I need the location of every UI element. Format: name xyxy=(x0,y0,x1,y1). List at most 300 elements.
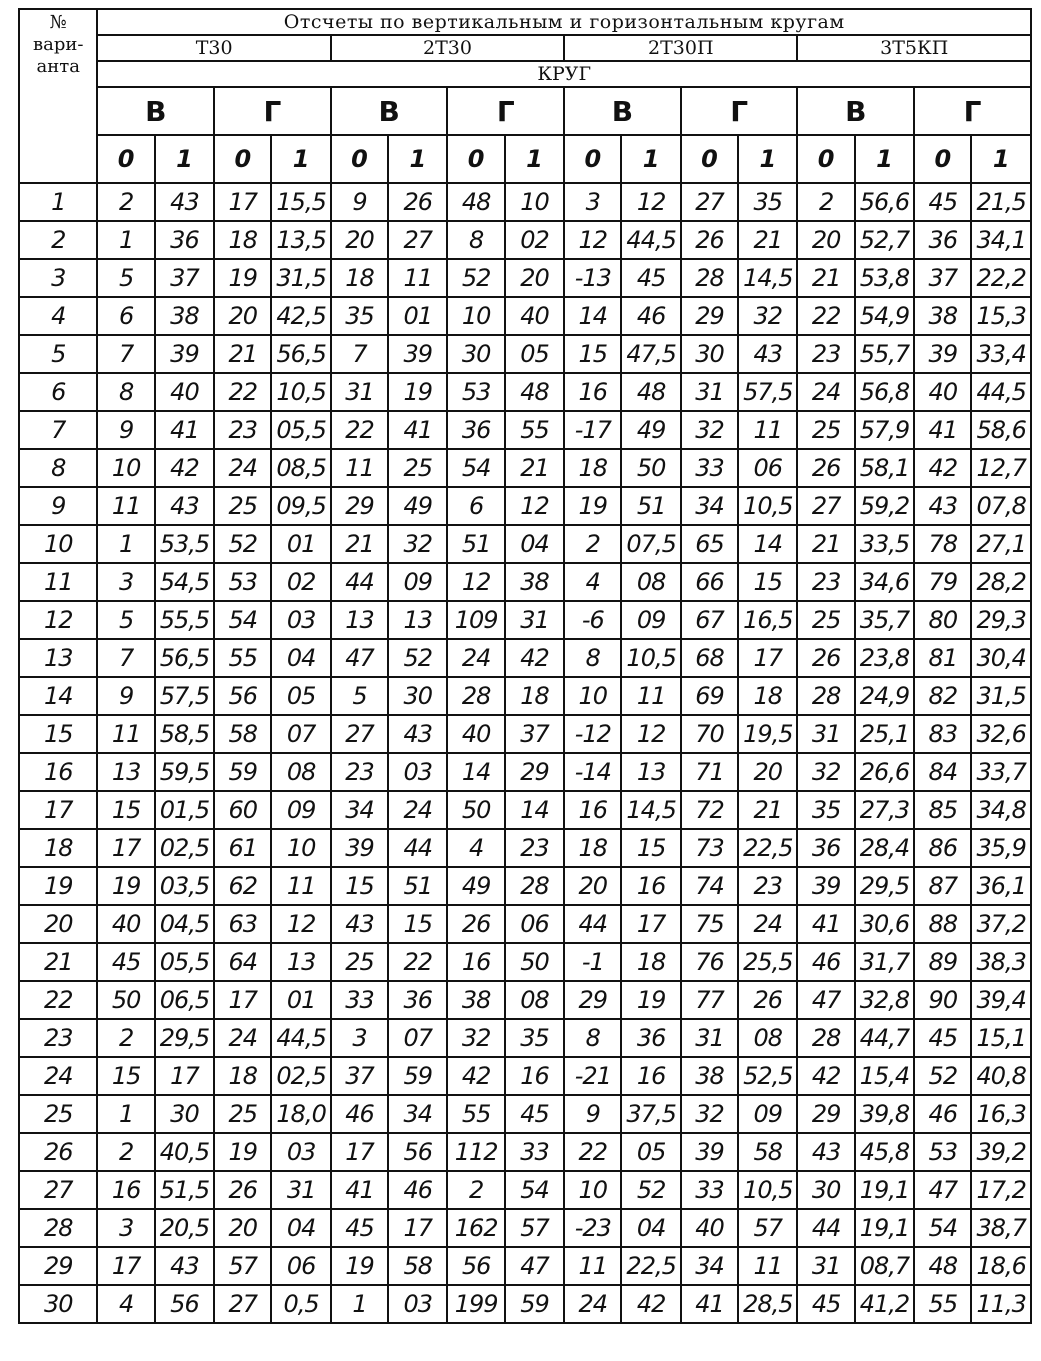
reading-cell: 24 xyxy=(564,1285,621,1323)
reading-cell: 14 xyxy=(447,753,504,791)
reading-cell: 26 xyxy=(447,905,504,943)
reading-cell: 04 xyxy=(621,1209,680,1247)
reading-cell: 55,5 xyxy=(155,601,214,639)
reading-cell: 32,6 xyxy=(971,715,1031,753)
reading-cell: 68 xyxy=(681,639,738,677)
reading-cell: 19,1 xyxy=(855,1171,914,1209)
reading-cell: 34 xyxy=(681,1247,738,1285)
subcolumn-header-15: 0 xyxy=(914,135,971,183)
reading-cell: 30 xyxy=(155,1095,214,1133)
reading-cell: 27,3 xyxy=(855,791,914,829)
reading-cell: 45 xyxy=(914,183,971,221)
reading-cell: 32 xyxy=(447,1019,504,1057)
reading-cell: 38 xyxy=(155,297,214,335)
reading-cell: 06 xyxy=(271,1247,330,1285)
reading-cell: 2 xyxy=(564,525,621,563)
reading-cell: 47,5 xyxy=(621,335,680,373)
reading-cell: 18 xyxy=(331,259,388,297)
reading-cell: 28 xyxy=(447,677,504,715)
reading-cell: 32 xyxy=(738,297,797,335)
reading-cell: 41 xyxy=(155,411,214,449)
subcolumn-header-12: 1 xyxy=(738,135,797,183)
reading-cell: 30 xyxy=(681,335,738,373)
reading-cell: 17 xyxy=(388,1209,447,1247)
reading-cell: 29,5 xyxy=(855,867,914,905)
reading-cell: 58,6 xyxy=(971,411,1031,449)
reading-cell: 20 xyxy=(214,1209,271,1247)
reading-cell: 44 xyxy=(797,1209,854,1247)
reading-cell: 66 xyxy=(681,563,738,601)
reading-cell: 44,7 xyxy=(855,1019,914,1057)
reading-cell: 22 xyxy=(214,373,271,411)
reading-cell: 44 xyxy=(388,829,447,867)
reading-cell: 18,0 xyxy=(271,1095,330,1133)
reading-cell: 31 xyxy=(797,1247,854,1285)
reading-cell: 01 xyxy=(388,297,447,335)
reading-cell: 33 xyxy=(505,1133,564,1171)
reading-cell: 30 xyxy=(447,335,504,373)
subcolumn-header-8: 1 xyxy=(505,135,564,183)
reading-cell: 12 xyxy=(447,563,504,601)
table-row xyxy=(19,449,1031,487)
circle-header-7: В xyxy=(797,87,914,135)
reading-cell: 39,2 xyxy=(971,1133,1031,1171)
reading-cell: 36,1 xyxy=(971,867,1031,905)
reading-cell: 28,5 xyxy=(738,1285,797,1323)
subcolumn-row xyxy=(19,135,1031,183)
reading-cell: 40 xyxy=(447,715,504,753)
table-row xyxy=(19,1171,1031,1209)
reading-cell: 36 xyxy=(447,411,504,449)
reading-cell: 23 xyxy=(331,753,388,791)
table-row xyxy=(19,221,1031,259)
reading-cell: 47 xyxy=(505,1247,564,1285)
variant-number-cell: 14 xyxy=(19,677,97,715)
reading-cell: 11 xyxy=(564,1247,621,1285)
reading-cell: 70 xyxy=(681,715,738,753)
reading-cell: 32 xyxy=(388,525,447,563)
reading-cell: 3 xyxy=(564,183,621,221)
reading-cell: 35 xyxy=(797,791,854,829)
reading-cell: 11 xyxy=(271,867,330,905)
reading-cell: 83 xyxy=(914,715,971,753)
reading-cell: 38 xyxy=(681,1057,738,1095)
table-row xyxy=(19,905,1031,943)
reading-cell: 23 xyxy=(738,867,797,905)
reading-cell: 41 xyxy=(797,905,854,943)
circle-header-4: Г xyxy=(447,87,564,135)
reading-cell: 62 xyxy=(214,867,271,905)
reading-cell: 2 xyxy=(797,183,854,221)
reading-cell: 15 xyxy=(97,791,154,829)
reading-cell: 09 xyxy=(388,563,447,601)
table-row xyxy=(19,297,1031,335)
reading-cell: 77 xyxy=(681,981,738,1019)
reading-cell: 45 xyxy=(97,943,154,981)
reading-cell: 2 xyxy=(97,183,154,221)
corner-line-1: № xyxy=(49,12,67,33)
reading-cell: 25 xyxy=(388,449,447,487)
reading-cell: 35 xyxy=(738,183,797,221)
reading-cell: 0,5 xyxy=(271,1285,330,1323)
reading-cell: 48 xyxy=(447,183,504,221)
reading-cell: 24 xyxy=(738,905,797,943)
reading-cell: 10 xyxy=(505,183,564,221)
table-row xyxy=(19,411,1031,449)
reading-cell: 13,5 xyxy=(271,221,330,259)
reading-cell: 20 xyxy=(797,221,854,259)
reading-cell: 88 xyxy=(914,905,971,943)
reading-cell: 25 xyxy=(331,943,388,981)
circle-header-8: Г xyxy=(914,87,1031,135)
reading-cell: 1 xyxy=(97,525,154,563)
reading-cell: 40 xyxy=(97,905,154,943)
reading-cell: 02,5 xyxy=(155,829,214,867)
reading-cell: 21,5 xyxy=(971,183,1031,221)
reading-cell: 22,5 xyxy=(621,1247,680,1285)
reading-cell: 04 xyxy=(271,1209,330,1247)
reading-cell: 16,5 xyxy=(738,601,797,639)
reading-cell: 56,5 xyxy=(271,335,330,373)
reading-cell: 39 xyxy=(681,1133,738,1171)
reading-cell: 27 xyxy=(214,1285,271,1323)
reading-cell: 58 xyxy=(388,1247,447,1285)
table-row xyxy=(19,1285,1031,1323)
reading-cell: 39 xyxy=(797,867,854,905)
reading-cell: 42 xyxy=(914,449,971,487)
variant-number-cell: 15 xyxy=(19,715,97,753)
reading-cell: 53,5 xyxy=(155,525,214,563)
reading-cell: 17 xyxy=(621,905,680,943)
reading-cell: 46 xyxy=(914,1095,971,1133)
reading-cell: 03 xyxy=(388,753,447,791)
reading-cell: 24,9 xyxy=(855,677,914,715)
reading-cell: 50 xyxy=(621,449,680,487)
reading-cell: 48 xyxy=(621,373,680,411)
reading-cell: 40 xyxy=(505,297,564,335)
reading-cell: 52 xyxy=(388,639,447,677)
reading-cell: 16 xyxy=(97,1171,154,1209)
reading-cell: 09 xyxy=(738,1095,797,1133)
reading-cell: 59 xyxy=(388,1057,447,1095)
reading-cell: 15 xyxy=(738,563,797,601)
reading-cell: 19 xyxy=(388,373,447,411)
reading-cell: 6 xyxy=(447,487,504,525)
reading-cell: 30,4 xyxy=(971,639,1031,677)
reading-cell: 58,1 xyxy=(855,449,914,487)
reading-cell: 109 xyxy=(447,601,504,639)
reading-cell: 34 xyxy=(331,791,388,829)
reading-cell: 41 xyxy=(914,411,971,449)
variant-number-cell: 5 xyxy=(19,335,97,373)
reading-cell: 01 xyxy=(271,525,330,563)
reading-cell: 25 xyxy=(797,411,854,449)
reading-cell: 10 xyxy=(271,829,330,867)
reading-cell: 52 xyxy=(914,1057,971,1095)
reading-cell: 18 xyxy=(564,829,621,867)
reading-cell: 48 xyxy=(914,1247,971,1285)
reading-cell: 54 xyxy=(447,449,504,487)
subcolumn-header-4: 1 xyxy=(271,135,330,183)
reading-cell: 51 xyxy=(388,867,447,905)
reading-cell: 56 xyxy=(155,1285,214,1323)
reading-cell: -6 xyxy=(564,601,621,639)
reading-cell: 22 xyxy=(388,943,447,981)
reading-cell: 86 xyxy=(914,829,971,867)
variant-number-cell: 11 xyxy=(19,563,97,601)
reading-cell: 57 xyxy=(505,1209,564,1247)
circle-header-6: Г xyxy=(681,87,798,135)
table-row xyxy=(19,1057,1031,1095)
reading-cell: 38 xyxy=(447,981,504,1019)
reading-cell: 12,7 xyxy=(971,449,1031,487)
reading-cell: 33 xyxy=(681,1171,738,1209)
reading-cell: 03 xyxy=(271,1133,330,1171)
reading-cell: 39 xyxy=(331,829,388,867)
reading-cell: 11 xyxy=(388,259,447,297)
reading-cell: 02,5 xyxy=(271,1057,330,1095)
reading-cell: 89 xyxy=(914,943,971,981)
reading-cell: 27 xyxy=(331,715,388,753)
reading-cell: 67 xyxy=(681,601,738,639)
reading-cell: 35,9 xyxy=(971,829,1031,867)
variant-number-cell: 22 xyxy=(19,981,97,1019)
table-row xyxy=(19,715,1031,753)
reading-cell: 53,8 xyxy=(855,259,914,297)
reading-cell: 27,1 xyxy=(971,525,1031,563)
reading-cell: 47 xyxy=(331,639,388,677)
reading-cell: 4 xyxy=(97,1285,154,1323)
reading-cell: 26 xyxy=(681,221,738,259)
reading-cell: 44,5 xyxy=(621,221,680,259)
reading-cell: 32 xyxy=(681,1095,738,1133)
reading-cell: 25 xyxy=(214,487,271,525)
reading-cell: 19,1 xyxy=(855,1209,914,1247)
reading-cell: 04 xyxy=(505,525,564,563)
table-row xyxy=(19,335,1031,373)
subcolumn-header-3: 0 xyxy=(214,135,271,183)
reading-cell: 02 xyxy=(271,563,330,601)
instrument-header-2t30: 2Т30 xyxy=(331,35,564,61)
reading-cell: 57,5 xyxy=(155,677,214,715)
reading-cell: 40 xyxy=(681,1209,738,1247)
reading-cell: 57,5 xyxy=(738,373,797,411)
reading-cell: 28 xyxy=(797,1019,854,1057)
corner-line-3: анта xyxy=(36,56,80,77)
reading-cell: 29,3 xyxy=(971,601,1031,639)
reading-cell: 16,3 xyxy=(971,1095,1031,1133)
circle-header-1: В xyxy=(97,87,214,135)
variant-number-cell: 27 xyxy=(19,1171,97,1209)
reading-cell: 54,9 xyxy=(855,297,914,335)
reading-cell: 31 xyxy=(331,373,388,411)
reading-cell: 23 xyxy=(797,335,854,373)
reading-cell: 37 xyxy=(914,259,971,297)
reading-cell: 18 xyxy=(505,677,564,715)
reading-cell: 12 xyxy=(564,221,621,259)
reading-cell: 13 xyxy=(621,753,680,791)
reading-cell: 52 xyxy=(214,525,271,563)
reading-cell: 01 xyxy=(271,981,330,1019)
reading-cell: 42 xyxy=(797,1057,854,1095)
reading-cell: 17,2 xyxy=(971,1171,1031,1209)
table-row xyxy=(19,639,1031,677)
reading-cell: 55,7 xyxy=(855,335,914,373)
reading-cell: 32 xyxy=(681,411,738,449)
subcolumn-header-11: 0 xyxy=(681,135,738,183)
table-title: Отсчеты по вертикальным и горизонтальным кругам xyxy=(97,9,1031,35)
table-row xyxy=(19,677,1031,715)
reading-cell: 85 xyxy=(914,791,971,829)
reading-cell: 37,2 xyxy=(971,905,1031,943)
reading-cell: 14,5 xyxy=(621,791,680,829)
reading-cell: 28 xyxy=(797,677,854,715)
reading-cell: 25 xyxy=(797,601,854,639)
reading-cell: 49 xyxy=(388,487,447,525)
reading-cell: 28 xyxy=(505,867,564,905)
reading-cell: 37 xyxy=(505,715,564,753)
reading-cell: 43 xyxy=(331,905,388,943)
reading-cell: 37,5 xyxy=(621,1095,680,1133)
reading-cell: 15,3 xyxy=(971,297,1031,335)
reading-cell: 14 xyxy=(505,791,564,829)
corner-line-2: вари- xyxy=(32,34,84,55)
variant-number-cell: 4 xyxy=(19,297,97,335)
reading-cell: 04,5 xyxy=(155,905,214,943)
reading-cell: 26,6 xyxy=(855,753,914,791)
variant-number-cell: 6 xyxy=(19,373,97,411)
reading-cell: 43 xyxy=(155,1247,214,1285)
reading-cell: 58 xyxy=(738,1133,797,1171)
table-row xyxy=(19,1209,1031,1247)
reading-cell: 19 xyxy=(214,1133,271,1171)
reading-cell: 53 xyxy=(447,373,504,411)
reading-cell: 42 xyxy=(447,1057,504,1095)
reading-cell: 47 xyxy=(797,981,854,1019)
reading-cell: 7 xyxy=(331,335,388,373)
reading-cell: 17 xyxy=(738,639,797,677)
reading-cell: 73 xyxy=(681,829,738,867)
reading-cell: 52,5 xyxy=(738,1057,797,1095)
reading-cell: 82 xyxy=(914,677,971,715)
reading-cell: 61 xyxy=(214,829,271,867)
reading-cell: 16 xyxy=(621,1057,680,1095)
reading-cell: 43 xyxy=(738,335,797,373)
reading-cell: 40 xyxy=(914,373,971,411)
subcolumn-header-13: 0 xyxy=(797,135,854,183)
reading-cell: 43 xyxy=(388,715,447,753)
reading-cell: 29 xyxy=(505,753,564,791)
reading-cell: 15,5 xyxy=(271,183,330,221)
subcolumn-header-9: 0 xyxy=(564,135,621,183)
reading-cell: 17 xyxy=(214,183,271,221)
reading-cell: 43 xyxy=(155,487,214,525)
reading-cell: 56,6 xyxy=(855,183,914,221)
reading-cell: 56 xyxy=(388,1133,447,1171)
reading-cell: 46 xyxy=(388,1171,447,1209)
reading-cell: 02 xyxy=(505,221,564,259)
variant-number-cell: 26 xyxy=(19,1133,97,1171)
reading-cell: 36 xyxy=(388,981,447,1019)
reading-cell: 55 xyxy=(447,1095,504,1133)
reading-cell: 45 xyxy=(797,1285,854,1323)
reading-cell: 8 xyxy=(564,639,621,677)
subcolumn-header-2: 1 xyxy=(155,135,214,183)
reading-cell: 16 xyxy=(564,373,621,411)
reading-cell: 29 xyxy=(331,487,388,525)
reading-cell: 3 xyxy=(331,1019,388,1057)
reading-cell: 58,5 xyxy=(155,715,214,753)
reading-cell: 71 xyxy=(681,753,738,791)
reading-cell: 23,8 xyxy=(855,639,914,677)
reading-cell: 17 xyxy=(155,1057,214,1095)
reading-cell: 90 xyxy=(914,981,971,1019)
reading-cell: 29 xyxy=(797,1095,854,1133)
reading-cell: 11 xyxy=(97,715,154,753)
reading-cell: 24 xyxy=(214,449,271,487)
reading-cell: 17 xyxy=(97,829,154,867)
reading-cell: 11 xyxy=(97,487,154,525)
reading-cell: 08,5 xyxy=(271,449,330,487)
reading-cell: 10 xyxy=(564,1171,621,1209)
reading-cell: 23 xyxy=(214,411,271,449)
reading-cell: 05,5 xyxy=(155,943,214,981)
reading-cell: 50 xyxy=(97,981,154,1019)
reading-cell: 01,5 xyxy=(155,791,214,829)
table-body xyxy=(19,183,1031,1323)
reading-cell: 31 xyxy=(797,715,854,753)
circle-header-2: Г xyxy=(214,87,331,135)
reading-cell: 41 xyxy=(331,1171,388,1209)
reading-cell: 44,5 xyxy=(971,373,1031,411)
reading-cell: 87 xyxy=(914,867,971,905)
reading-cell: 54 xyxy=(914,1209,971,1247)
variant-number-cell: 9 xyxy=(19,487,97,525)
reading-cell: -1 xyxy=(564,943,621,981)
reading-cell: 31 xyxy=(681,373,738,411)
reading-cell: 28 xyxy=(681,259,738,297)
reading-cell: 20 xyxy=(738,753,797,791)
reading-cell: 35 xyxy=(331,297,388,335)
reading-cell: 10,5 xyxy=(271,373,330,411)
reading-cell: 45 xyxy=(621,259,680,297)
reading-cell: 57,9 xyxy=(855,411,914,449)
reading-cell: 19 xyxy=(331,1247,388,1285)
reading-cell: 17 xyxy=(214,981,271,1019)
reading-cell: 21 xyxy=(331,525,388,563)
reading-cell: 34 xyxy=(681,487,738,525)
reading-cell: 52 xyxy=(621,1171,680,1209)
subcolumn-header-14: 1 xyxy=(855,135,914,183)
reading-cell: 43 xyxy=(155,183,214,221)
reading-cell: 7 xyxy=(97,335,154,373)
variant-number-cell: 23 xyxy=(19,1019,97,1057)
reading-cell: 03 xyxy=(388,1285,447,1323)
reading-cell: 26 xyxy=(388,183,447,221)
reading-cell: 22 xyxy=(331,411,388,449)
reading-cell: 43 xyxy=(914,487,971,525)
reading-cell: 08 xyxy=(621,563,680,601)
reading-cell: 33 xyxy=(681,449,738,487)
subcolumn-header-1: 0 xyxy=(97,135,154,183)
variant-number-cell: 19 xyxy=(19,867,97,905)
reading-cell: 32,8 xyxy=(855,981,914,1019)
reading-cell: 06 xyxy=(505,905,564,943)
reading-cell: -17 xyxy=(564,411,621,449)
instrument-header-t30: Т30 xyxy=(97,35,330,61)
reading-cell: 64 xyxy=(214,943,271,981)
table-row xyxy=(19,563,1031,601)
